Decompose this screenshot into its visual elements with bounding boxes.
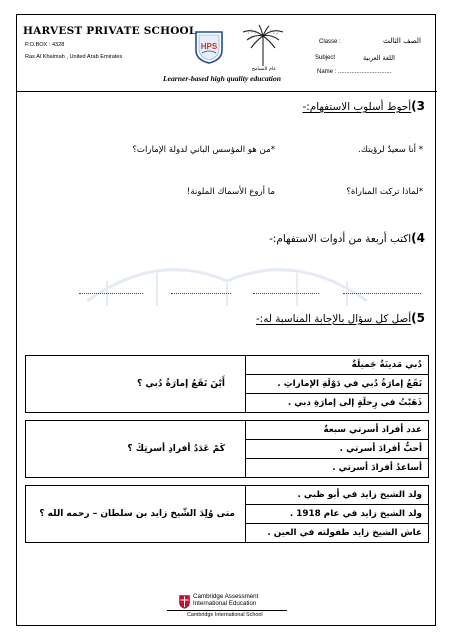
school-po-box: P.O.BOX : 4328: [25, 42, 65, 48]
q4-answer-line-1[interactable]: [79, 292, 143, 294]
q5-title-text: أصل كل سؤال بالإجابة المناسبة له:-: [255, 313, 412, 325]
matching-answer[interactable]: ذَهَبْتُ في رِحلَةٍ إلى إمارَةِ دبي .: [246, 394, 429, 413]
q3-number: 3): [411, 99, 425, 113]
q4-answer-line-4[interactable]: [343, 292, 421, 294]
q4-title-text: اكتب أربعة من أدوات الاستفهام:-: [269, 233, 412, 245]
matching-answer[interactable]: أحبُّ أفرادَ أسرتي .: [246, 440, 429, 459]
class-label: Classe :: [319, 39, 341, 45]
footer-cambridge-line-2: International Education: [193, 600, 257, 607]
subject-label: Subject: [315, 55, 336, 61]
school-name: HARVEST PRIVATE SCHOOL: [23, 25, 197, 37]
matching-table: [25, 355, 429, 543]
matching-question-2: كَمْ عَدَدُ أفرادِ أسرتِكَ ؟: [26, 421, 246, 478]
cambridge-shield-icon: [179, 595, 190, 609]
watermark-arches-icon: [77, 251, 377, 311]
matching-answer[interactable]: ولد الشيخ زايد في عام 1918 .: [246, 505, 429, 524]
tolerance-year-caption: عام التسامح: [251, 67, 277, 72]
matching-question-1: أَيْنَ تَقَعُ إمارَةُ دُبي ؟: [26, 356, 246, 413]
matching-spacer: [26, 413, 429, 421]
matching-answer[interactable]: عدد أفراد أسرتي سبعةٌ: [246, 421, 429, 440]
q3-item-4: ما أروع الأسماك الملونة!: [186, 187, 275, 197]
q4-answer-line-2[interactable]: [171, 292, 231, 294]
q4-number: 4): [411, 231, 425, 245]
matching-answer[interactable]: أساعدُ أفرادَ أسرتي .: [246, 459, 429, 478]
footer-cambridge-line-3: Cambridge International School: [187, 612, 263, 618]
matching-question-3: متى وُلِدَ الشّيخ زايد بن سلطان – رحمه الله ؟: [26, 486, 246, 543]
matching-spacer: [26, 478, 429, 486]
q5-number: 5): [411, 311, 425, 325]
tolerance-year-logo-icon: [239, 24, 287, 68]
q3-item-2: *من هو المؤسس الباني لدولة الإمارات؟: [132, 145, 275, 155]
subject-value: اللغة العربية: [363, 54, 395, 62]
q4-answer-line-3[interactable]: [253, 292, 319, 294]
school-address: Ras Al Khaimah , United Arab Emirates: [25, 54, 123, 60]
footer-cambridge-line-1: Cambridge Assessment: [193, 593, 259, 600]
matching-answer[interactable]: تَقَعُ إمارَةُ دُبي في دَوْلَةِ الإماراتِ .: [246, 375, 429, 394]
school-logo-text: HPS: [200, 42, 218, 51]
header-divider: [17, 91, 437, 92]
q4-title: [269, 231, 425, 245]
q3-item-1: * أنا سعيدٌ لرؤيتك.: [358, 145, 423, 155]
matching-answer[interactable]: ولد الشيخ زايد في أبو ظبي .: [246, 486, 429, 505]
worksheet-header: [17, 15, 437, 95]
matching-row: [26, 486, 429, 505]
school-logo-icon: [193, 30, 225, 64]
matching-row: [26, 421, 429, 440]
q3-title: [303, 99, 425, 113]
matching-answer[interactable]: دُبي مَدينَةٌ جَميلَةٌ: [246, 356, 429, 375]
school-slogan: Learner-based high quality education: [163, 74, 281, 83]
q3-item-3: *لماذا تركت المباراة؟: [346, 187, 423, 197]
class-value: الصف الثالث: [383, 36, 421, 45]
q3-title-text: أحوط أسلوب الاستفهام:-: [302, 101, 412, 113]
student-name-field[interactable]: Name : ................................: [317, 69, 392, 75]
matching-answer[interactable]: عاش الشيخ زايد طفولته في العين .: [246, 524, 429, 543]
worksheet-page: [16, 14, 436, 626]
q5-title: [256, 311, 425, 325]
matching-row: [26, 356, 429, 375]
footer-divider: [167, 610, 287, 611]
